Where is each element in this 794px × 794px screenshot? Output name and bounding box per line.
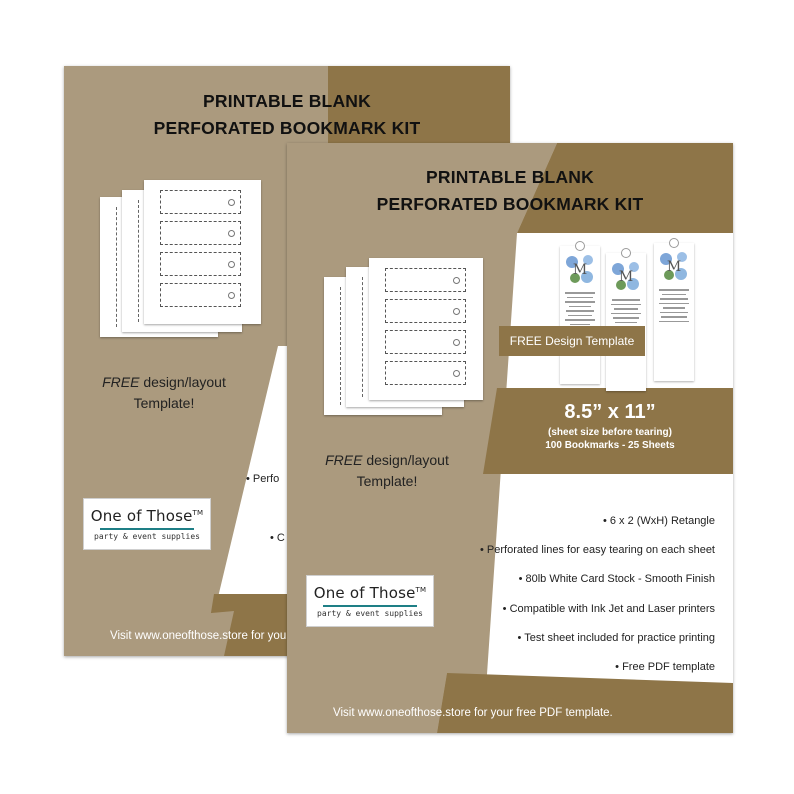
sample-bookmark-card <box>654 243 694 381</box>
svg-text:M: M <box>618 269 634 285</box>
card-ring <box>575 241 585 251</box>
feature-item: • 80lb White Card Stock - Smooth Finish <box>518 573 715 586</box>
free-line2: Template! <box>356 473 418 489</box>
front-footer: Visit www.oneofthose.store for your free PDF template. <box>333 707 613 719</box>
bookmark-outline <box>160 221 241 245</box>
logo-rule <box>323 605 417 607</box>
sheet-size-note: (sheet size before tearing) <box>548 427 672 438</box>
logo-tagline: party & event supplies <box>317 609 423 618</box>
feature-item: • Free PDF template <box>615 660 715 673</box>
free-line2: Template! <box>133 395 195 411</box>
card-verse-lines <box>563 292 597 328</box>
free-word: FREE <box>325 452 363 468</box>
card-verse-lines <box>657 289 691 325</box>
front-logo <box>306 575 434 627</box>
perforation-line <box>116 207 117 327</box>
free-rest: design/layout <box>362 452 449 468</box>
back-partial-feature: • Perfo <box>246 473 280 485</box>
perforation-line <box>340 287 341 405</box>
bookmark-outline <box>160 252 241 276</box>
sample-bookmark-card <box>606 253 646 391</box>
feature-list <box>435 515 715 690</box>
back-partial-feature: • C <box>270 532 285 544</box>
logo-rule <box>100 528 194 530</box>
logo-tagline: party & event supplies <box>94 532 200 541</box>
sheet-size: 8.5” x 11” <box>564 401 656 423</box>
feature-item: • 6 x 2 (WxH) Retangle <box>602 515 715 527</box>
feature-item: • Perforated lines for easy tearing on each sheet <box>480 544 715 557</box>
bookmark-outline <box>385 361 466 385</box>
size-info <box>487 388 733 474</box>
bookmark-outline <box>385 330 466 354</box>
sample-bookmark-card <box>560 246 600 384</box>
free-word: FREE <box>102 374 140 390</box>
bookmark-outline <box>385 268 466 292</box>
svg-text:M: M <box>572 262 588 278</box>
svg-text:M: M <box>666 259 682 275</box>
perforation-line <box>362 277 363 397</box>
back-title-line2: PERFORATED BOOKMARK KIT <box>153 118 421 138</box>
logo-wordmark: One of Those™ <box>90 507 204 525</box>
back-sheet-1 <box>144 180 261 324</box>
back-free-template-text <box>84 372 244 414</box>
bookmark-outline <box>385 299 466 323</box>
front-sheet-1 <box>369 258 483 400</box>
free-design-template-banner: FREE Design Template <box>499 326 645 356</box>
front-flyer <box>287 143 733 733</box>
floral-monogram-icon <box>610 259 642 293</box>
free-rest: design/layout <box>139 374 226 390</box>
front-title-line1: PRINTABLE BLANK <box>426 167 594 187</box>
feature-item: • Compatible with Ink Jet and Laser printers <box>502 602 715 615</box>
bookmark-count: 100 Bookmarks - 25 Sheets <box>545 440 675 451</box>
front-title-line2: PERFORATED BOOKMARK KIT <box>376 194 644 214</box>
card-ring <box>669 238 679 248</box>
perforation-line <box>138 200 139 322</box>
logo-wordmark: One of Those™ <box>313 584 427 602</box>
bookmark-outline <box>160 283 241 307</box>
floral-monogram-icon <box>564 252 596 286</box>
front-free-template-text <box>307 450 467 492</box>
back-footer: Visit www.oneofthose.store for you <box>110 630 287 642</box>
card-ring <box>621 248 631 258</box>
bookmark-outline <box>160 190 241 214</box>
floral-monogram-icon <box>658 249 690 283</box>
back-logo <box>83 498 211 550</box>
feature-item: • Test sheet included for practice printing <box>517 631 715 644</box>
back-title-line1: PRINTABLE BLANK <box>203 91 371 111</box>
